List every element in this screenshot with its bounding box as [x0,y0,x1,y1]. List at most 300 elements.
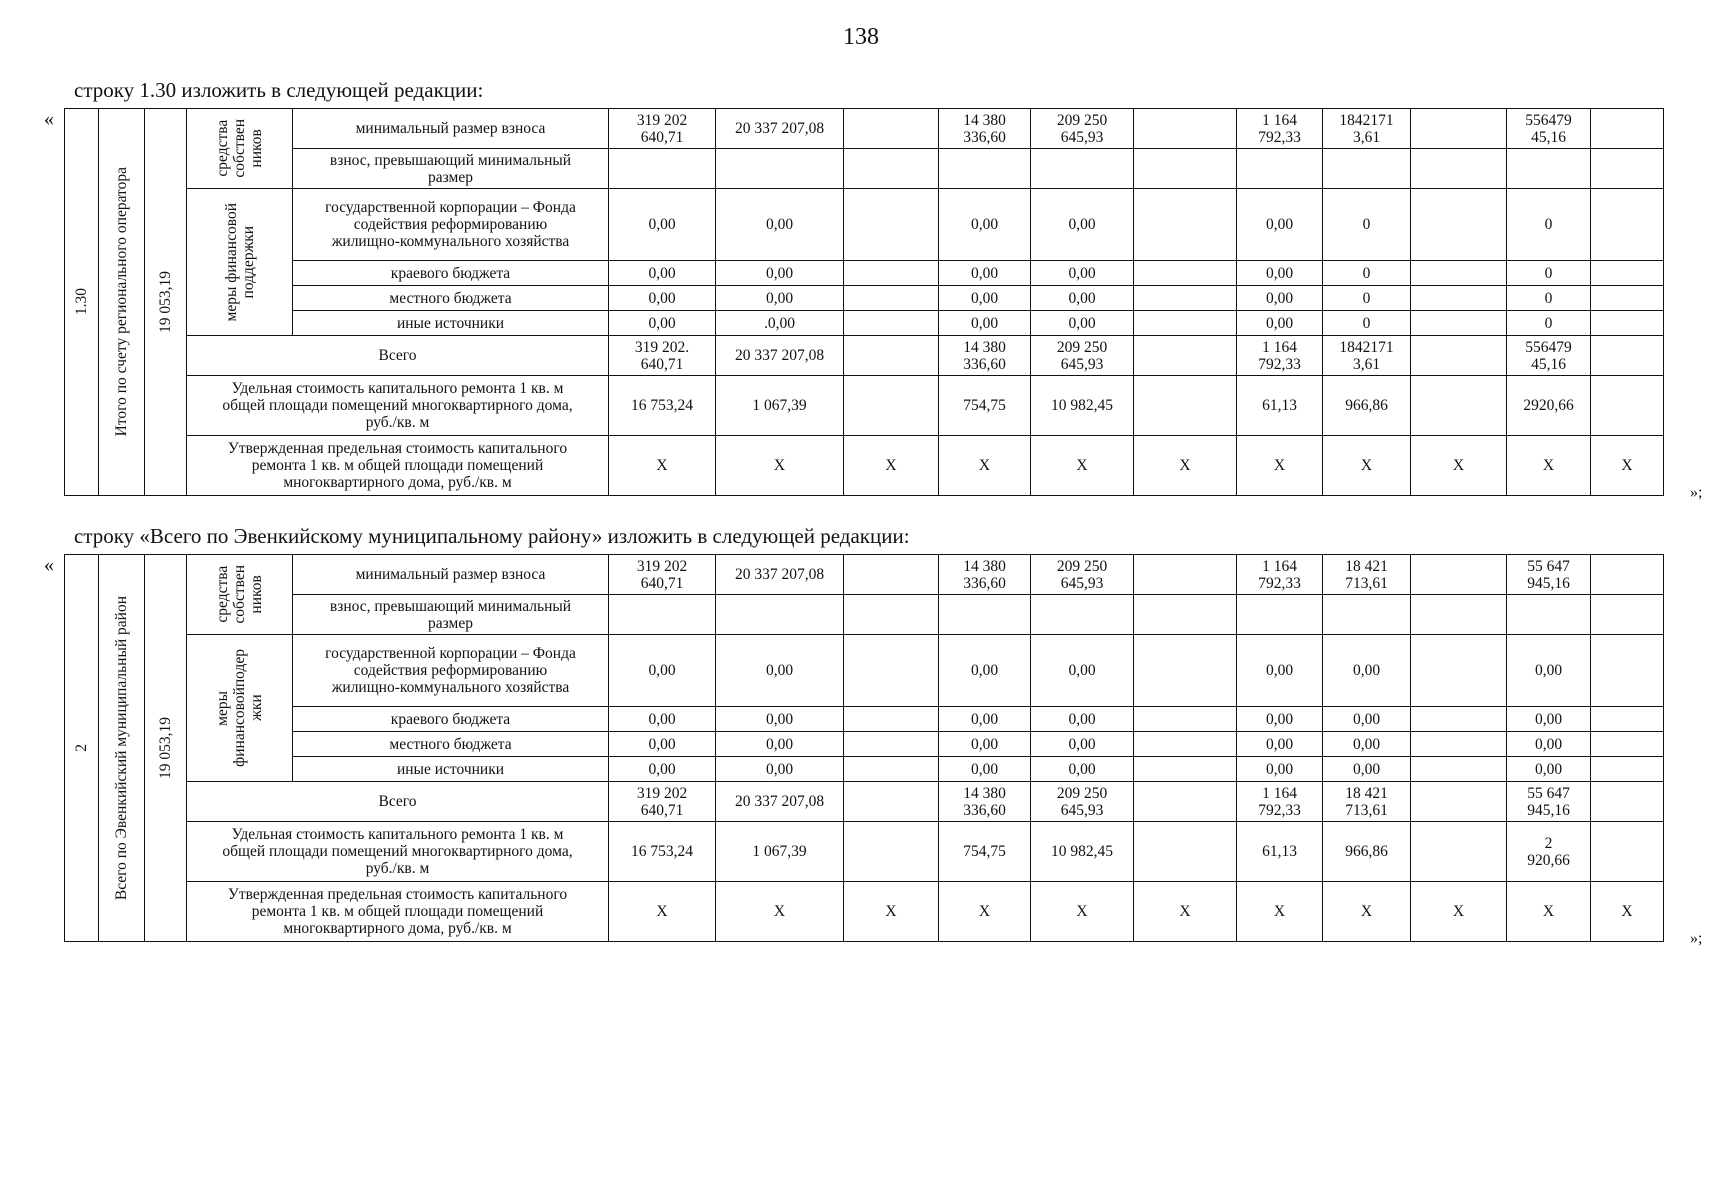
label-unit-cost-line: Удельная стоимость капитального ремонта 1 кв. м [231,826,564,843]
value-total [939,336,1031,376]
value-min-fee-line: 640,71 [640,574,684,592]
value-regional: 0,00 [1031,707,1134,732]
value-fund: 0,00 [939,635,1031,707]
value-limit-cost: X [1323,436,1411,496]
label-other: иные источники [293,311,609,336]
label-fund-line: государственной корпорации – Фонда [325,199,576,216]
value-other: 0,00 [609,311,716,336]
value-min-fee-line: 336,60 [963,574,1006,592]
value-total [1031,336,1134,376]
support-group [187,189,293,336]
value-fund [844,635,939,707]
row-number [65,555,99,942]
own-funds-label-line: собствен [231,119,248,178]
value-limit-cost: X [1134,436,1237,496]
value-regional: 0,00 [609,261,716,286]
value-local: 0,00 [1031,286,1134,311]
value-fund: 0,00 [939,189,1031,261]
value-local: 0,00 [1237,732,1323,757]
value-total-line: 1 164 [1262,338,1297,356]
label-unit-cost [187,376,609,436]
label-above-min [293,149,609,189]
own-funds-label [214,565,265,624]
value-limit-cost: X [1591,436,1664,496]
value-limit-cost: X [1237,436,1323,496]
label-limit-cost-line: Утвержденная предельная стоимость капитального [227,440,568,457]
value-min-fee [1134,109,1237,149]
value-regional: 0,00 [1031,261,1134,286]
value-unit-cost [716,822,844,882]
value-local: 0,00 [939,286,1031,311]
table-row-1-30 [64,108,1664,496]
value-limit-cost: X [609,882,716,942]
value-total [844,336,939,376]
value-limit-cost: X [716,436,844,496]
value-other: 0,00 [939,311,1031,336]
value-min-fee [609,555,716,595]
value-total-line: 209 250 [1056,784,1108,802]
value-total-line: 645,93 [1060,801,1104,819]
value-total-line: 1842171 [1339,338,1394,356]
own-funds-label-line: средства [214,566,231,623]
value-total-line: 14 380 [963,338,1006,356]
value-total-line: 640,71 [640,801,684,819]
value-regional [844,261,939,286]
label-unit-cost-line: руб./кв. м [365,414,430,431]
label-limit-cost [187,882,609,942]
value-min-fee [1411,555,1507,595]
value-local: 0,00 [1323,732,1411,757]
label-min-fee: минимальный размер взноса [293,109,609,149]
value-fund: 0,00 [1237,635,1323,707]
value-fund: 0,00 [1507,635,1591,707]
value-limit-cost: X [716,882,844,942]
value-unit-cost [1031,822,1134,882]
empty-cell [1411,149,1507,189]
row-name-text: Всего по Эвенкийский муниципальный район [113,595,130,901]
value-limit-cost: X [939,436,1031,496]
value-min-fee-line: 1 164 [1262,557,1297,575]
value-min-fee [1591,555,1664,595]
value-min-fee-line: 336,60 [963,128,1006,146]
value-local: 0,00 [1237,286,1323,311]
value-local [1411,286,1507,311]
value-total [1031,782,1134,822]
value-limit-cost: X [1031,436,1134,496]
value-total [1411,782,1507,822]
value-unit-cost [844,376,939,436]
value-min-fee-line: 640,71 [640,128,684,146]
value-local: 0,00 [939,732,1031,757]
value-unit-cost [1237,822,1323,882]
value-local: 0,00 [609,732,716,757]
value-unit-cost [1591,822,1664,882]
value-unit-cost-line: 966,86 [1345,843,1388,860]
value-total-line: 792,33 [1258,355,1301,373]
empty-cell [1134,149,1237,189]
row-name [99,109,145,496]
value-other [1591,757,1664,782]
opening-quote: « [44,554,54,576]
value-other [844,757,939,782]
value-min-fee [844,109,939,149]
value-unit-cost [609,376,716,436]
value-min-fee-line: 792,33 [1258,128,1301,146]
value-other: 0 [1507,311,1591,336]
value-min-fee [1134,555,1237,595]
empty-cell [1237,149,1323,189]
value-limit-cost: X [1031,882,1134,942]
value-min-fee-line: 209 250 [1056,111,1108,129]
value-unit-cost-line: 2920,66 [1523,397,1574,414]
value-total [1323,782,1411,822]
empty-cell [1591,149,1664,189]
value-total-line: 55 647 [1527,784,1570,802]
label-local: местного бюджета [293,286,609,311]
row-number-text: 1.30 [73,288,90,316]
value-min-fee [1237,109,1323,149]
value-regional: 0,00 [1237,261,1323,286]
value-unit-cost [1411,376,1507,436]
row-number-text: 2 [73,744,90,752]
support-label-line: жки [248,694,265,722]
support-label-line: меры [214,690,231,726]
support-label [223,203,257,321]
value-min-fee [1237,555,1323,595]
value-other [1411,311,1507,336]
value-other: 0,00 [939,757,1031,782]
value-min-fee-line: 713,61 [1345,574,1388,592]
table-row-total [64,554,1664,942]
value-min-fee-line: 18 421 [1345,557,1388,575]
value-fund: 0,00 [716,635,844,707]
label-above-min-line: размер [428,614,473,632]
value-total-line: 645,93 [1060,355,1104,373]
value-total-line: 20 337 207,08 [734,347,825,364]
value-min-fee-line: 20 337 207,08 [734,566,825,583]
value-unit-cost-line: 10 982,45 [1051,397,1113,414]
value-unit-cost [1134,822,1237,882]
value-fund [844,189,939,261]
support-group [187,635,293,782]
label-fund-line: жилищно-коммунального хозяйства [331,679,570,696]
value-total-line: 3,61 [1352,355,1381,373]
label-limit-cost-line: ремонта 1 кв. м общей площади помещений [251,457,544,474]
value-local: 0,00 [716,286,844,311]
value-min-fee [1507,109,1591,149]
value-unit-cost [844,822,939,882]
value-local [1591,732,1664,757]
total-area [145,109,187,496]
value-unit-cost-line: 1 067,39 [752,397,807,414]
value-fund: 0,00 [716,189,844,261]
value-total [1237,336,1323,376]
value-total-line: 209 250 [1056,338,1108,356]
label-fund-line: содействия реформированию [353,662,548,679]
value-total [1591,336,1664,376]
value-local [1134,732,1237,757]
value-limit-cost: X [1411,882,1507,942]
own-funds-group [187,109,293,189]
label-limit-cost-line: ремонта 1 кв. м общей площади помещений [251,903,544,920]
value-min-fee-line: 945,16 [1527,574,1570,592]
total-area-text: 19 053,19 [157,271,174,333]
value-regional: 0,00 [716,707,844,732]
value-min-fee-line: 3,61 [1352,128,1381,146]
value-other [844,311,939,336]
value-other: 0,00 [1031,757,1134,782]
value-regional: 0,00 [609,707,716,732]
value-local: 0,00 [609,286,716,311]
value-regional: 0 [1323,261,1411,286]
value-min-fee-line: 319 202 [636,111,688,129]
value-limit-cost: X [1411,436,1507,496]
label-above-min [293,595,609,635]
value-other [1411,757,1507,782]
own-funds-label-line: средства [214,120,231,177]
value-other: 0 [1323,311,1411,336]
own-funds-label [214,119,265,178]
value-total-line: 713,61 [1345,801,1388,819]
value-min-fee [1031,109,1134,149]
value-min-fee-line: 792,33 [1258,574,1301,592]
value-unit-cost [1323,376,1411,436]
label-min-fee: минимальный размер взноса [293,555,609,595]
total-area-text: 19 053,19 [157,717,174,779]
value-unit-cost-line: 16 753,24 [631,843,693,860]
value-fund: 0,00 [609,189,716,261]
label-unit-cost [187,822,609,882]
value-total-line: 18 421 [1345,784,1388,802]
value-total-line: 14 380 [963,784,1006,802]
value-local [1591,286,1664,311]
value-regional: 0 [1507,261,1591,286]
row-number [65,109,99,496]
value-local [1411,732,1507,757]
value-min-fee [1323,109,1411,149]
value-other: 0,00 [1237,311,1323,336]
value-unit-cost-line: 10 982,45 [1051,843,1113,860]
value-fund [1411,189,1507,261]
value-local: 0,00 [1031,732,1134,757]
value-fund: 0 [1507,189,1591,261]
label-above-min-line: размер [428,168,473,186]
label-total: Всего [187,336,609,376]
value-unit-cost [1134,376,1237,436]
own-funds-label-line: ников [248,575,265,614]
empty-cell [1591,595,1664,635]
value-limit-cost: X [1134,882,1237,942]
value-total [1134,336,1237,376]
empty-cell [1411,595,1507,635]
total-area [145,555,187,942]
value-unit-cost [1507,822,1591,882]
value-fund: 0,00 [1237,189,1323,261]
value-other: 0,00 [1237,757,1323,782]
empty-cell [1507,595,1591,635]
value-total [1323,336,1411,376]
value-total-line: 556479 [1525,338,1572,356]
value-regional: 0,00 [1507,707,1591,732]
value-total-line: 1 164 [1262,784,1297,802]
value-min-fee [1323,555,1411,595]
value-regional [1134,261,1237,286]
value-unit-cost-line: 920,66 [1527,851,1570,869]
label-above-min-line: взнос, превышающий минимальный [329,151,572,169]
value-local: 0 [1323,286,1411,311]
value-local [1134,286,1237,311]
label-fund [293,189,609,261]
value-unit-cost [716,376,844,436]
value-other: 0,00 [716,757,844,782]
value-fund: 0,00 [1031,635,1134,707]
value-unit-cost [1507,376,1591,436]
caption-row-1-30: строку 1.30 изложить в следующей редакции: [74,78,484,102]
row-name-text: Итого по счету регионального оператора [113,167,130,437]
value-min-fee [844,555,939,595]
value-min-fee [939,555,1031,595]
value-regional: 0,00 [1237,707,1323,732]
label-fund [293,635,609,707]
value-other: 0,00 [1323,757,1411,782]
value-other [1591,311,1664,336]
empty-cell [1323,149,1411,189]
empty-cell [609,149,716,189]
value-total-line: 319 202. [634,338,690,356]
label-fund-line: содействия реформированию [353,216,548,233]
own-funds-group [187,555,293,635]
value-limit-cost: X [609,436,716,496]
value-unit-cost [1411,822,1507,882]
value-min-fee-line: 209 250 [1056,557,1108,575]
value-other: 0,00 [609,757,716,782]
value-unit-cost [939,376,1031,436]
empty-cell [1237,595,1323,635]
value-min-fee [1591,109,1664,149]
value-total-line: 45,16 [1531,355,1566,373]
label-fund-line: государственной корпорации – Фонда [325,645,576,662]
value-fund: 0 [1323,189,1411,261]
value-fund [1134,189,1237,261]
value-total [1507,336,1591,376]
empty-cell [844,595,939,635]
value-min-fee-line: 556479 [1525,111,1572,129]
label-above-min-line: взнос, превышающий минимальный [329,597,572,615]
label-limit-cost-line: многоквартирного дома, руб./кв. м [283,474,512,491]
value-min-fee-line: 45,16 [1531,128,1566,146]
empty-cell [939,149,1031,189]
label-regional: краевого бюджета [293,707,609,732]
value-regional: 0,00 [939,261,1031,286]
value-total [939,782,1031,822]
value-fund [1591,189,1664,261]
empty-cell [1031,595,1134,635]
value-regional [1591,261,1664,286]
empty-cell [1134,595,1237,635]
label-unit-cost-line: общей площади помещений многоквартирного дома, [222,397,573,414]
value-total [1411,336,1507,376]
value-regional: 0,00 [1323,707,1411,732]
own-funds-label-line: ников [248,129,265,168]
empty-cell [844,149,939,189]
label-local: местного бюджета [293,732,609,757]
label-fund-line: жилищно-коммунального хозяйства [331,233,570,250]
value-unit-cost-line: 754,75 [963,843,1006,860]
value-min-fee [716,109,844,149]
value-unit-cost [1323,822,1411,882]
value-min-fee-line: 645,93 [1060,128,1104,146]
empty-cell [1031,149,1134,189]
value-other [1134,757,1237,782]
value-total-line: 792,33 [1258,801,1301,819]
closing-quote: »; [1690,484,1703,501]
caption-row-total: строку «Всего по Эвенкийскому муниципальному району» изложить в следующей редакции: [74,524,910,548]
label-limit-cost-line: многоквартирного дома, руб./кв. м [283,920,512,937]
value-min-fee-line: 1 164 [1262,111,1297,129]
value-min-fee [1507,555,1591,595]
page-number: 138 [843,24,879,50]
value-min-fee-line: 14 380 [963,557,1006,575]
opening-quote: « [44,108,54,130]
value-min-fee [1031,555,1134,595]
value-regional [1134,707,1237,732]
value-fund: 0,00 [1323,635,1411,707]
value-total-line: 640,71 [640,355,684,373]
value-other: .0,00 [716,311,844,336]
value-fund [1134,635,1237,707]
value-unit-cost-line: 61,13 [1262,843,1297,860]
label-limit-cost-line: Утвержденная предельная стоимость капитального [227,886,568,903]
label-unit-cost-line: руб./кв. м [365,860,430,877]
label-unit-cost-line: общей площади помещений многоквартирного дома, [222,843,573,860]
value-total [609,336,716,376]
value-regional: 0,00 [716,261,844,286]
value-unit-cost [939,822,1031,882]
value-regional [1411,261,1507,286]
value-unit-cost-line: 16 753,24 [631,397,693,414]
closing-quote: »; [1690,930,1703,947]
label-unit-cost-line: Удельная стоимость капитального ремонта 1 кв. м [231,380,564,397]
row-name [99,555,145,942]
value-total-line: 20 337 207,08 [734,793,825,810]
value-regional [1591,707,1664,732]
value-limit-cost: X [1323,882,1411,942]
value-min-fee-line: 319 202 [636,557,688,575]
value-unit-cost [1237,376,1323,436]
empty-cell [1323,595,1411,635]
value-other: 0,00 [1031,311,1134,336]
value-total [1134,782,1237,822]
empty-cell [1507,149,1591,189]
support-label-line: поддержки [239,225,257,299]
value-local: 0 [1507,286,1591,311]
value-regional: 0,00 [939,707,1031,732]
value-unit-cost-line: 61,13 [1262,397,1297,414]
value-limit-cost: X [1237,882,1323,942]
value-unit-cost-line: 2 [1544,834,1553,852]
value-fund [1591,635,1664,707]
value-min-fee-line: 55 647 [1527,557,1570,575]
value-total [609,782,716,822]
value-regional [1411,707,1507,732]
value-min-fee-line: 20 337 207,08 [734,120,825,137]
value-total-line: 319 202 [636,784,688,802]
label-regional: краевого бюджета [293,261,609,286]
own-funds-label-line: собствен [231,565,248,624]
value-unit-cost-line: 1 067,39 [752,843,807,860]
value-total [716,782,844,822]
value-unit-cost [609,822,716,882]
